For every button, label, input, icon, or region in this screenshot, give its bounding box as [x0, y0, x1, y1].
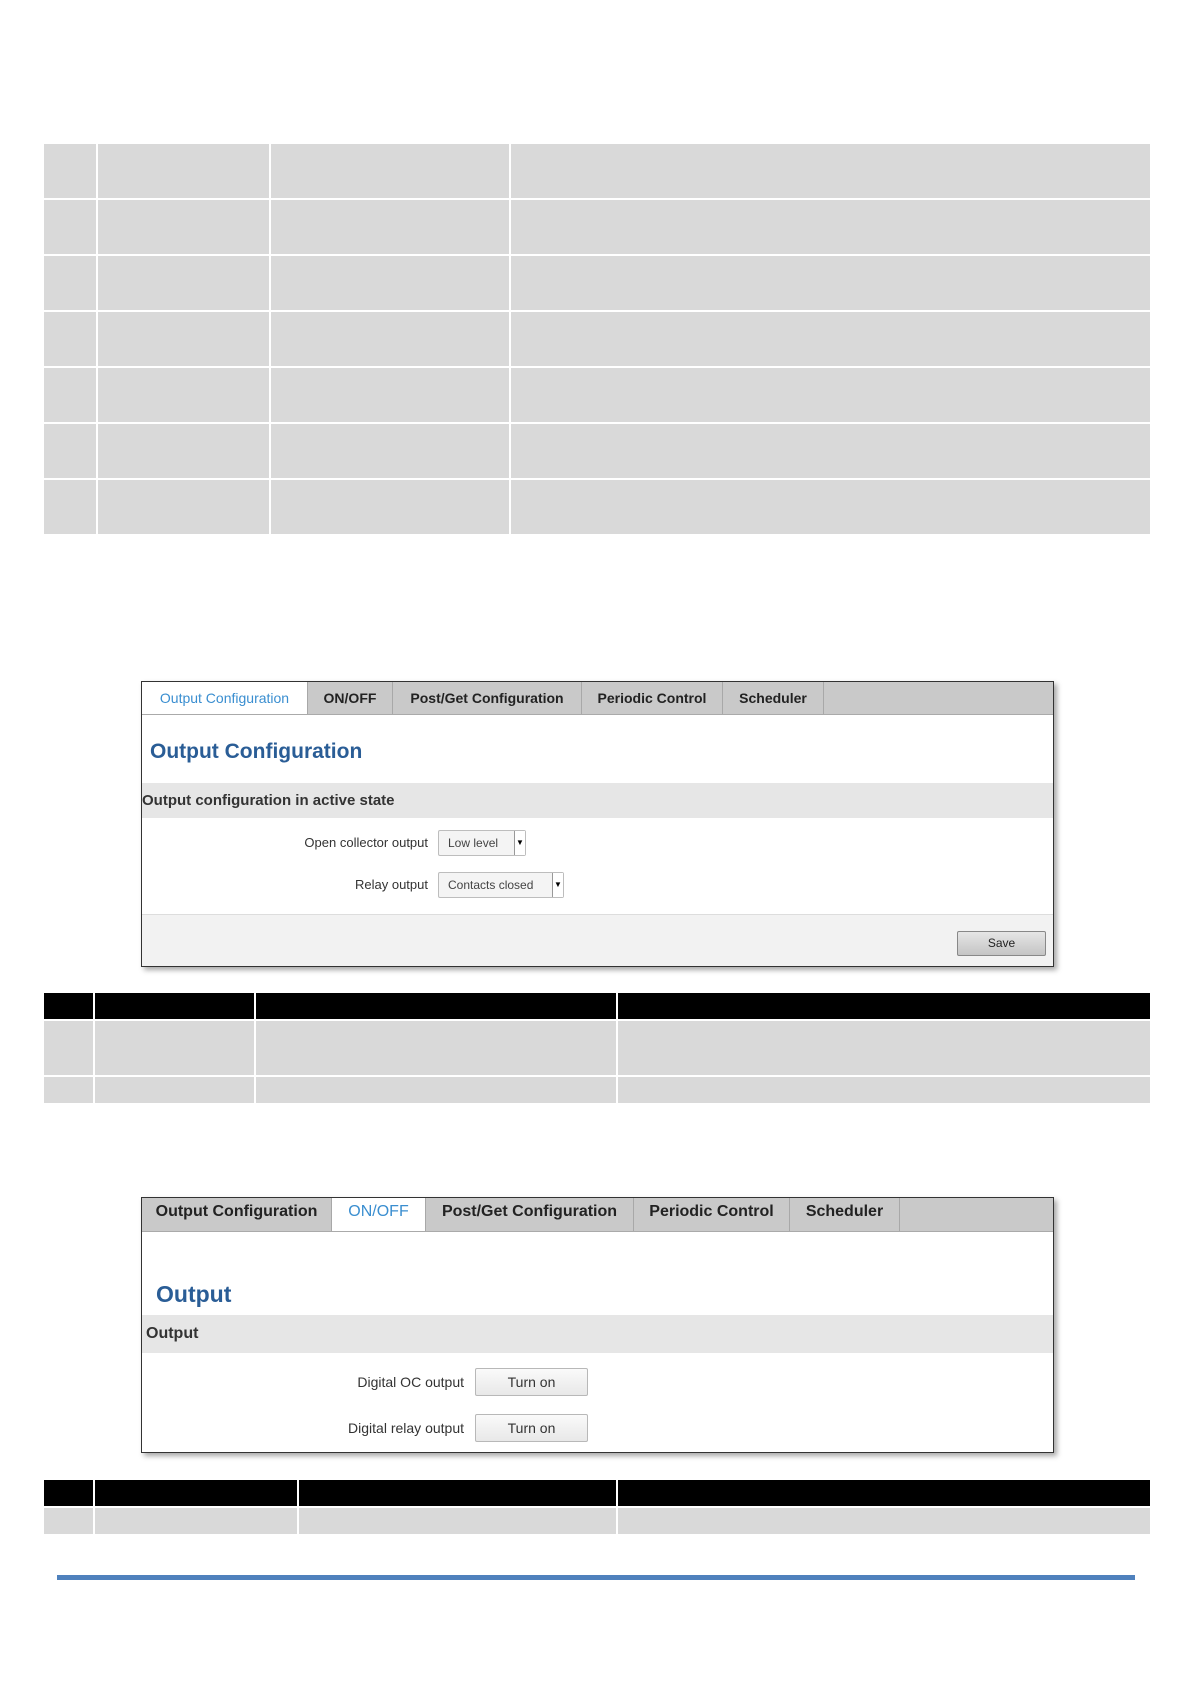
table-row [43, 423, 1151, 479]
bottom-table [42, 1478, 1152, 1536]
output-configuration-panel [141, 681, 1054, 967]
section-header: Output configuration in active state [142, 783, 1053, 818]
tab-bar [142, 682, 1053, 715]
tab-on-off[interactable]: ON/OFF [308, 682, 393, 714]
open-collector-output-select[interactable] [438, 830, 526, 856]
table-row [43, 479, 1151, 535]
tab-post-get-configuration[interactable]: Post/Get Configuration [393, 682, 582, 714]
table-row [43, 1020, 1151, 1076]
open-collector-output-value: Low level [448, 836, 499, 850]
output-panel [141, 1197, 1054, 1453]
tab-post-get-configuration[interactable]: Post/Get Configuration [426, 1198, 634, 1231]
table-row [43, 311, 1151, 367]
table-row [43, 367, 1151, 423]
table-row [43, 1076, 1151, 1104]
tab-on-off[interactable]: ON/OFF [332, 1198, 426, 1231]
table-row [43, 1507, 1151, 1535]
page-title: Output [156, 1281, 232, 1307]
tab-periodic-control[interactable]: Periodic Control [634, 1198, 790, 1231]
tab-scheduler[interactable]: Scheduler [790, 1198, 900, 1231]
digital-oc-output-label: Digital OC output [357, 1374, 464, 1390]
open-collector-output-label: Open collector output [304, 835, 428, 850]
table-header-row [43, 1479, 1151, 1507]
middle-table [42, 991, 1152, 1105]
page-title: Output Configuration [150, 740, 363, 763]
table-row [43, 255, 1151, 311]
dropdown-arrow-icon: ▼ [514, 831, 525, 855]
tab-output-configuration[interactable]: Output Configuration [142, 682, 308, 714]
panel-footer [142, 914, 1053, 966]
digital-oc-turn-on-button[interactable]: Turn on [475, 1368, 588, 1396]
digital-relay-turn-on-button[interactable]: Turn on [475, 1414, 588, 1442]
save-button[interactable]: Save [957, 931, 1046, 956]
tab-periodic-control[interactable]: Periodic Control [582, 682, 723, 714]
relay-output-value: Contacts closed [448, 878, 534, 892]
section-header: Output [142, 1315, 1053, 1353]
digital-relay-output-label: Digital relay output [348, 1420, 464, 1436]
relay-output-label: Relay output [355, 877, 428, 892]
table-row [43, 143, 1151, 199]
tab-bar [142, 1198, 1053, 1232]
tab-output-configuration[interactable]: Output Configuration [142, 1198, 332, 1231]
tab-scheduler[interactable]: Scheduler [723, 682, 824, 714]
dropdown-arrow-icon: ▼ [552, 873, 563, 897]
table-header-row [43, 992, 1151, 1020]
relay-output-select[interactable] [438, 872, 564, 898]
table-row [43, 199, 1151, 255]
page-footer-rule [57, 1575, 1135, 1580]
top-table [42, 142, 1152, 536]
